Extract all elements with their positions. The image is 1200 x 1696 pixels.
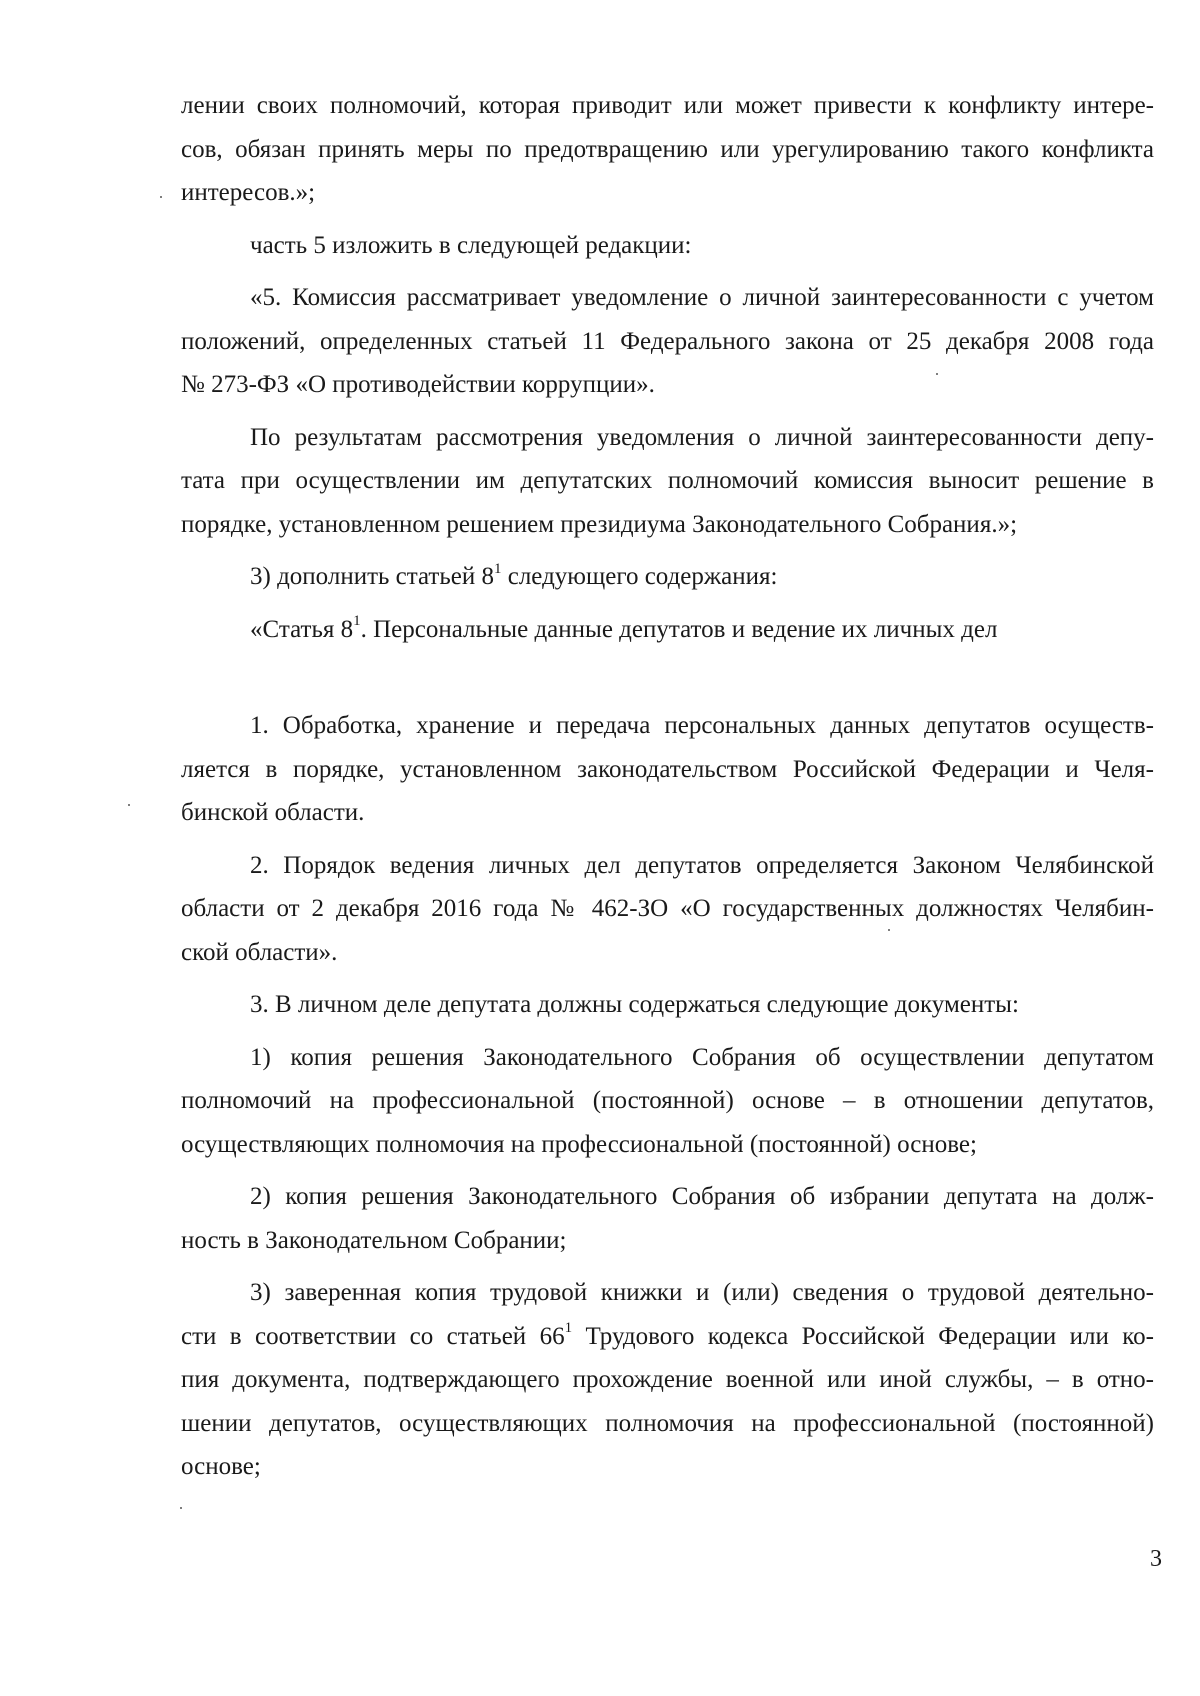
text-line: интересов.»; <box>181 179 316 206</box>
text-line: полномочий на профессиональной (постоянной) основе – в отношении депутатов, <box>181 1087 1154 1114</box>
text-line: сов, обязан принять меры по предотвращению или урегулированию такого конфликта <box>181 135 1154 163</box>
scan-speck <box>180 1507 182 1509</box>
scan-speck <box>128 804 130 806</box>
text-fragment: . Персональные данные депутатов и ведение их личных дел <box>360 615 998 643</box>
text-line: осуществляющих полномочия на профессиональной (постоянной) основе; <box>181 1130 977 1158</box>
superscript: 1 <box>564 1320 573 1337</box>
text-line: 1. Обработка, хранение и передача персональных данных депутатов осуществ- <box>250 712 1154 739</box>
text-line: бинской области. <box>181 799 365 826</box>
text-line: ность в Законодательном Собрании; <box>181 1226 567 1254</box>
text-fragment: следующего содержания: <box>507 563 778 590</box>
text-line: 1) копия решения Законодательного Собрания об осуществлении депутатом <box>250 1043 1154 1071</box>
text-line: ской области». <box>181 938 338 966</box>
text-line: пия документа, подтверждающего прохождение военной или иной службы, – в отно- <box>181 1366 1154 1393</box>
scan-speck <box>936 373 938 375</box>
text-line: часть 5 изложить в следующей редакции: <box>250 231 692 259</box>
text-fragment: сти в соответствии со статьей 66 <box>181 1322 565 1350</box>
text-line: тата при осуществлении им депутатских полномочий комиссия выносит решение в <box>181 467 1154 494</box>
text-line: лении своих полномочий, которая приводит или может привести к конфликту интере- <box>181 92 1154 119</box>
text-line: 2) копия решения Законодательного Собрания об избрании депутата на долж- <box>250 1183 1154 1210</box>
text-line <box>181 1315 1154 1359</box>
scan-speck <box>160 196 162 198</box>
superscript: 1 <box>353 613 361 630</box>
text-line: порядке, установленном решением президиума Законодательного Собрания.»; <box>181 510 1018 538</box>
text-line: шении депутатов, осуществляющих полномочия на профессиональной (постоянной) <box>181 1409 1154 1437</box>
text-line <box>181 555 1154 599</box>
page-number: 3 <box>1150 1546 1162 1572</box>
text-line: 3) заверенная копия трудовой книжки и (или) сведения о трудовой деятельно- <box>250 1279 1154 1306</box>
text-line: «5. Комиссия рассматривает уведомление о личной заинтересованности с учетом <box>250 284 1154 311</box>
text-line: По результатам рассмотрения уведомления о личной заинтересованности депу- <box>250 423 1154 451</box>
text-line: 3. В личном деле депутата должны содержаться следующие документы: <box>250 991 1019 1018</box>
text-line: основе; <box>181 1453 261 1480</box>
text-fragment: Трудового кодекса Российской Федерации или ко- <box>585 1322 1154 1350</box>
text-line: 2. Порядок ведения личных дел депутатов определяется Законом Челябинской <box>250 851 1154 879</box>
article-heading <box>181 608 1154 652</box>
text-fragment: «Статья 8 <box>250 615 354 643</box>
text-line: № 273-ФЗ «О противодействии коррупции». <box>181 371 655 398</box>
text-line: ляется в порядке, установленном законодательством Российской Федерации и Челя- <box>181 755 1154 783</box>
superscript: 1 <box>493 560 502 577</box>
scan-speck <box>888 929 890 931</box>
text-line: положений, определенных статьей 11 Федерального закона от 25 декабря 2008 года <box>181 327 1154 355</box>
document-body <box>181 84 1154 1489</box>
text-fragment: 3) дополнить статьей 8 <box>250 563 494 590</box>
text-line: области от 2 декабря 2016 года № 462-ЗО «О государственных должностях Челябин- <box>181 895 1154 922</box>
